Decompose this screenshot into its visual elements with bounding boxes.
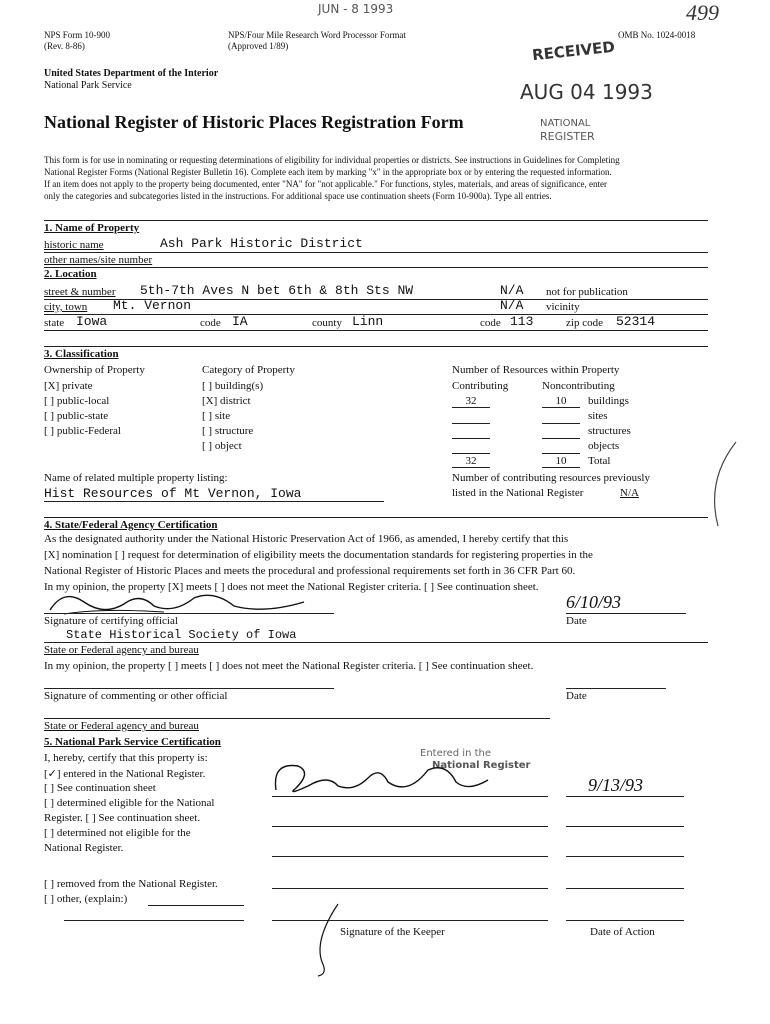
label-buildings: buildings (588, 395, 629, 407)
intro-line-1: This form is for use in nominating or requesting determinations of eligibility for individual properties or districts. See instructions in Guidelines for Completing (44, 155, 620, 165)
vicinity-label: vicinity (546, 301, 580, 313)
nps-item-eligible-2: Register. [ ] See continuation sheet. (44, 812, 201, 824)
not-for-publication: not for publication (546, 286, 628, 298)
department-name: United States Department of the Interior (44, 68, 219, 79)
nps-item-eligible: [ ] determined eligible for the National (44, 797, 215, 809)
noncontributing-sites (542, 410, 580, 424)
county-code-value: 113 (510, 314, 534, 329)
handwritten-number: 499 (686, 0, 719, 25)
keeper-initial-mark (308, 900, 348, 980)
national-stamp: NATIONAL (540, 118, 591, 129)
other-names-label: other names/site number (44, 254, 153, 266)
date-of-action-label: Date of Action (590, 926, 655, 938)
section-3-heading: 3. Classification (44, 348, 119, 360)
ownership-public-local: [ ] public-local (44, 395, 110, 407)
nps-item-not-eligible-2: National Register. (44, 842, 124, 854)
street-na: N/A (500, 283, 524, 298)
street-value: 5th-7th Aves N bet 6th & 8th Sts NW (140, 283, 414, 298)
nps-format: NPS/Four Mile Research Word Processor Format (228, 30, 406, 40)
certifying-date-handwritten: 6/10/93 (566, 592, 622, 612)
noncontributing-structures (542, 425, 580, 439)
ownership-public-federal: [ ] public-Federal (44, 425, 121, 437)
nps-item-other: [ ] other, (explain:) (44, 893, 128, 905)
city-value: Mt. Vernon (113, 298, 192, 313)
state-code-label: code (200, 317, 221, 329)
register-stamp: REGISTER (540, 130, 595, 143)
category-site: [ ] site (202, 410, 231, 422)
certifying-date-label: Date (566, 615, 587, 627)
intro-line-2: National Register Forms (National Register Bulletin 16). Complete each item by marking "x" in the appropriate box or by entering the requested information. (44, 167, 612, 177)
related-listing-label: Name of related multiple property listing: (44, 472, 228, 484)
label-total: Total (588, 455, 611, 467)
noncontributing-buildings: 10 (542, 395, 580, 408)
resources-heading: Number of Resources within Property (452, 364, 620, 376)
historic-name-value: Ash Park Historic District (160, 236, 363, 251)
keeper-signature (268, 752, 498, 802)
category-object: [ ] object (202, 440, 242, 452)
related-listing-value: Hist Resources of Mt Vernon, Iowa (44, 486, 302, 501)
previously-listed-value: N/A (620, 487, 639, 499)
commenting-date-label: Date (566, 690, 587, 702)
contributing-objects (452, 440, 490, 454)
county-label: county (312, 317, 342, 329)
certifying-signature-label: Signature of certifying official (44, 615, 178, 627)
noncontributing-heading: Noncontributing (542, 380, 615, 392)
service-name: National Park Service (44, 80, 132, 91)
entered-stamp-line-1: Entered in the (420, 748, 492, 759)
omb-number: OMB No. 1024-0018 (618, 30, 696, 40)
state-code-value: IA (232, 314, 248, 329)
label-structures: structures (588, 425, 631, 437)
nps-certify-line: I, hereby, certify that this property is: (44, 752, 208, 764)
previously-listed-line-2: listed in the National Register (452, 487, 584, 499)
ownership-public-state: [ ] public-state (44, 410, 109, 422)
cert-line-4: In my opinion, the property [X] meets [ ] does not meet the National Register criteria. [ ] See continuation sheet. (44, 581, 539, 593)
noncontributing-total: 10 (542, 455, 580, 468)
category-structure: [ ] structure (202, 425, 254, 437)
county-value: Linn (352, 314, 384, 329)
zip-label: zip code (566, 317, 603, 329)
city-label: city, town (44, 301, 88, 313)
form-title: National Register of Historic Places Registration Form (44, 112, 464, 132)
intro-line-4: only the categories and subcategories listed in the instructions. For additional space use continuation sheets (Form 10-900a). Type all entries. (44, 191, 552, 201)
cert-line-3: National Register of Historic Places and meets the procedural and professional requirements set forth in 36 CFR Part 60. (44, 565, 576, 577)
label-sites: sites (588, 410, 608, 422)
intro-line-3: If an item does not apply to the property being documented, enter "NA" for "not applicable." For functions, styles, materials, and areas of significance, enter (44, 179, 608, 189)
contributing-total: 32 (452, 455, 490, 468)
entered-stamp-line-2: National Register (432, 760, 531, 771)
section-1-heading: 1. Name of Property (44, 222, 140, 234)
contributing-heading: Contributing (452, 380, 509, 392)
received-stamp: RECEIVED (531, 37, 616, 65)
nps-item-not-eligible: [ ] determined not eligible for the (44, 827, 191, 839)
received-date-stamp: AUG 04 1993 (520, 80, 653, 104)
commenting-signature-label: Signature of commenting or other official (44, 690, 228, 702)
ownership-private: [X] private (44, 380, 93, 392)
keeper-signature-label: Signature of the Keeper (340, 926, 445, 938)
keeper-date-handwritten: 9/13/93 (588, 775, 644, 795)
label-objects: objects (588, 440, 620, 452)
section-4-heading: 4. State/Federal Agency Certification (44, 519, 218, 531)
agency-bureau-label-2: State or Federal agency and bureau (44, 720, 199, 732)
category-district: [X] district (202, 395, 251, 407)
historic-name-label: historic name (44, 239, 104, 251)
state-agency-value: State Historical Society of Iowa (66, 628, 297, 642)
contributing-buildings: 32 (452, 395, 490, 408)
category-heading: Category of Property (202, 364, 295, 376)
approval-date: (Approved 1/89) (228, 41, 289, 51)
city-na: N/A (500, 298, 524, 313)
state-agency-label: State or Federal agency and bureau (44, 644, 199, 656)
contributing-structures (452, 425, 490, 439)
nps-item-entered: [✓] entered in the National Register. (44, 768, 206, 780)
previously-listed-line-1: Number of contributing resources previously (452, 472, 650, 484)
cert-line-1: As the designated authority under the National Historic Preservation Act of 1966, as amended, I hereby certify that this (44, 533, 569, 545)
nps-item-continuation-1: [ ] See continuation sheet (44, 782, 156, 794)
zip-value: 52314 (616, 314, 656, 329)
county-code-label: code (480, 317, 501, 329)
category-buildings: [ ] building(s) (202, 380, 264, 392)
opinion-line-2: In my opinion, the property [ ] meets [ ] does not meet the National Register criteria. [ ] See continuation sheet. (44, 660, 534, 672)
ownership-heading: Ownership of Property (44, 364, 145, 376)
street-label: street & number (44, 286, 116, 298)
contributing-sites (452, 410, 490, 424)
state-label: state (44, 317, 65, 329)
form-number: NPS Form 10-900 (44, 30, 111, 40)
form-revision: (Rev. 8-86) (44, 41, 85, 51)
top-date-stamp: JUN - 8 1993 (318, 2, 394, 16)
nps-item-removed: [ ] removed from the National Register. (44, 878, 218, 890)
state-value: Iowa (76, 314, 108, 329)
section-2-heading: 2. Location (44, 268, 97, 280)
noncontributing-objects (542, 440, 580, 454)
section-5-heading: 5. National Park Service Certification (44, 736, 221, 748)
cert-line-2: [X] nomination [ ] request for determination of eligibility meets the documentation standards for registering properties in the (44, 549, 593, 561)
